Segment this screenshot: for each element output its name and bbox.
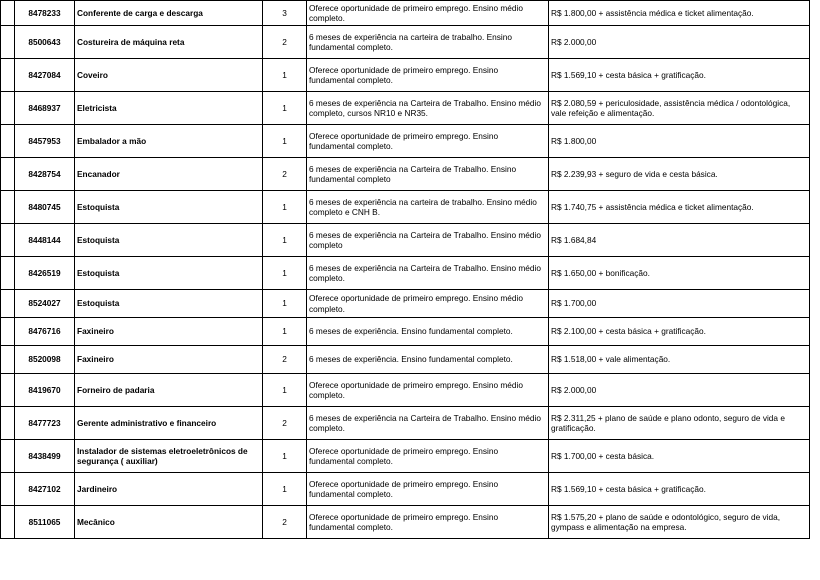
job-salary: R$ 1.700,00 — [549, 290, 810, 318]
job-code: 8477723 — [15, 407, 75, 440]
job-requirements: 6 meses de experiência. Ensino fundamental completo. — [307, 346, 549, 374]
job-title: Estoquista — [75, 191, 263, 224]
job-code: 8511065 — [15, 506, 75, 539]
job-salary: R$ 2.000,00 — [549, 374, 810, 407]
row-margin-cell — [1, 407, 15, 440]
job-vacancies: 2 — [263, 158, 307, 191]
row-margin-cell — [1, 374, 15, 407]
job-requirements: Oferece oportunidade de primeiro emprego. Ensino fundamental completo. — [307, 125, 549, 158]
job-salary: R$ 1.569,10 + cesta básica + gratificação. — [549, 59, 810, 92]
row-margin-cell — [1, 92, 15, 125]
table-row — [1, 506, 810, 539]
table-row — [1, 374, 810, 407]
job-title: Gerente administrativo e financeiro — [75, 407, 263, 440]
job-vacancies: 3 — [263, 1, 307, 26]
table-row — [1, 92, 810, 125]
row-margin-cell — [1, 191, 15, 224]
table-row — [1, 158, 810, 191]
job-title: Encanador — [75, 158, 263, 191]
job-title: Estoquista — [75, 224, 263, 257]
table-row — [1, 257, 810, 290]
job-title: Conferente de carga e descarga — [75, 1, 263, 26]
job-title: Costureira de máquina reta — [75, 26, 263, 59]
job-code: 8520098 — [15, 346, 75, 374]
row-margin-cell — [1, 318, 15, 346]
job-title: Jardineiro — [75, 473, 263, 506]
job-requirements: Oferece oportunidade de primeiro emprego. Ensino médio completo. — [307, 374, 549, 407]
row-margin-cell — [1, 346, 15, 374]
job-salary: R$ 1.700,00 + cesta básica. — [549, 440, 810, 473]
job-vacancies: 1 — [263, 374, 307, 407]
job-title: Mecânico — [75, 506, 263, 539]
job-title: Forneiro de padaria — [75, 374, 263, 407]
job-code: 8500643 — [15, 26, 75, 59]
job-vacancies: 1 — [263, 290, 307, 318]
job-vacancies: 1 — [263, 318, 307, 346]
table-row — [1, 125, 810, 158]
job-requirements: 6 meses de experiência na Carteira de Trabalho. Ensino fundamental completo — [307, 158, 549, 191]
job-vacancies: 1 — [263, 440, 307, 473]
job-requirements: 6 meses de experiência na carteira de trabalho. Ensino médio completo e CNH B. — [307, 191, 549, 224]
row-margin-cell — [1, 257, 15, 290]
job-title: Instalador de sistemas eletroeletrônicos de segurança ( auxiliar) — [75, 440, 263, 473]
row-margin-cell — [1, 290, 15, 318]
job-code: 8427102 — [15, 473, 75, 506]
row-margin-cell — [1, 506, 15, 539]
job-code: 8438499 — [15, 440, 75, 473]
job-title: Faxineiro — [75, 346, 263, 374]
job-vacancies: 1 — [263, 92, 307, 125]
job-salary: R$ 1.740,75 + assistência médica e ticket alimentação. — [549, 191, 810, 224]
job-code: 8524027 — [15, 290, 75, 318]
job-vacancies: 1 — [263, 257, 307, 290]
job-salary: R$ 1.800,00 + assistência médica e ticket alimentação. — [549, 1, 810, 26]
job-salary: R$ 2.239,93 + seguro de vida e cesta básica. — [549, 158, 810, 191]
job-requirements: 6 meses de experiência. Ensino fundamental completo. — [307, 318, 549, 346]
job-salary: R$ 1.684,84 — [549, 224, 810, 257]
row-margin-cell — [1, 473, 15, 506]
job-vacancies: 1 — [263, 59, 307, 92]
job-vacancies: 2 — [263, 506, 307, 539]
job-requirements: Oferece oportunidade de primeiro emprego. Ensino fundamental completo. — [307, 440, 549, 473]
job-salary: R$ 2.000,00 — [549, 26, 810, 59]
job-salary: R$ 2.080,59 + periculosidade, assistência médica / odontológica, vale refeição e alimentação. — [549, 92, 810, 125]
job-requirements: 6 meses de experiência na carteira de trabalho. Ensino fundamental completo. — [307, 26, 549, 59]
job-title: Estoquista — [75, 257, 263, 290]
job-salary: R$ 1.575,20 + plano de saúde e odontológico, seguro de vida, gympass e alimentação na empresa. — [549, 506, 810, 539]
job-vacancies: 2 — [263, 346, 307, 374]
job-salary: R$ 2.311,25 + plano de saúde e plano odonto, seguro de vida e gratificação. — [549, 407, 810, 440]
table-row — [1, 473, 810, 506]
row-margin-cell — [1, 158, 15, 191]
row-margin-cell — [1, 59, 15, 92]
job-code: 8448144 — [15, 224, 75, 257]
job-code: 8426519 — [15, 257, 75, 290]
job-requirements: 6 meses de experiência na Carteira de Trabalho. Ensino médio completo. — [307, 257, 549, 290]
job-title: Faxineiro — [75, 318, 263, 346]
job-code: 8476716 — [15, 318, 75, 346]
job-salary: R$ 1.800,00 — [549, 125, 810, 158]
job-requirements: Oferece oportunidade de primeiro emprego. Ensino médio completo. — [307, 1, 549, 26]
job-code: 8480745 — [15, 191, 75, 224]
job-vacancies: 2 — [263, 407, 307, 440]
table-row — [1, 59, 810, 92]
table-row — [1, 290, 810, 318]
job-requirements: 6 meses de experiência na Carteira de Trabalho. Ensino médio completo, cursos NR10 e NR35. — [307, 92, 549, 125]
table-row — [1, 224, 810, 257]
table-row — [1, 440, 810, 473]
job-salary: R$ 2.100,00 + cesta básica + gratificação. — [549, 318, 810, 346]
job-vacancies: 1 — [263, 125, 307, 158]
table-row — [1, 191, 810, 224]
job-vacancies: 1 — [263, 224, 307, 257]
job-salary: R$ 1.650,00 + bonificação. — [549, 257, 810, 290]
table-row — [1, 1, 810, 26]
table-row — [1, 346, 810, 374]
row-margin-cell — [1, 1, 15, 26]
job-vacancies: 1 — [263, 191, 307, 224]
row-margin-cell — [1, 224, 15, 257]
job-vacancies: 2 — [263, 26, 307, 59]
job-title: Coveiro — [75, 59, 263, 92]
job-code: 8419670 — [15, 374, 75, 407]
row-margin-cell — [1, 440, 15, 473]
table-row — [1, 407, 810, 440]
job-title: Embalador a mão — [75, 125, 263, 158]
job-vacancies: 1 — [263, 473, 307, 506]
job-requirements: Oferece oportunidade de primeiro emprego. Ensino fundamental completo. — [307, 473, 549, 506]
job-requirements: Oferece oportunidade de primeiro emprego. Ensino fundamental completo. — [307, 506, 549, 539]
job-requirements: Oferece oportunidade de primeiro emprego. Ensino fundamental completo. — [307, 59, 549, 92]
job-requirements: 6 meses de experiência na Carteira de Trabalho. Ensino médio completo — [307, 224, 549, 257]
row-margin-cell — [1, 125, 15, 158]
job-salary: R$ 1.569,10 + cesta básica + gratificação. — [549, 473, 810, 506]
job-title: Estoquista — [75, 290, 263, 318]
job-code: 8468937 — [15, 92, 75, 125]
job-code: 8457953 — [15, 125, 75, 158]
job-title: Eletricista — [75, 92, 263, 125]
job-requirements: 6 meses de experiência na Carteira de Trabalho. Ensino médio completo. — [307, 407, 549, 440]
table-row — [1, 318, 810, 346]
job-code: 8428754 — [15, 158, 75, 191]
row-margin-cell — [1, 26, 15, 59]
job-requirements: Oferece oportunidade de primeiro emprego. Ensino médio completo. — [307, 290, 549, 318]
job-code: 8427084 — [15, 59, 75, 92]
table-row — [1, 26, 810, 59]
job-code: 8478233 — [15, 1, 75, 26]
job-salary: R$ 1.518,00 + vale alimentação. — [549, 346, 810, 374]
